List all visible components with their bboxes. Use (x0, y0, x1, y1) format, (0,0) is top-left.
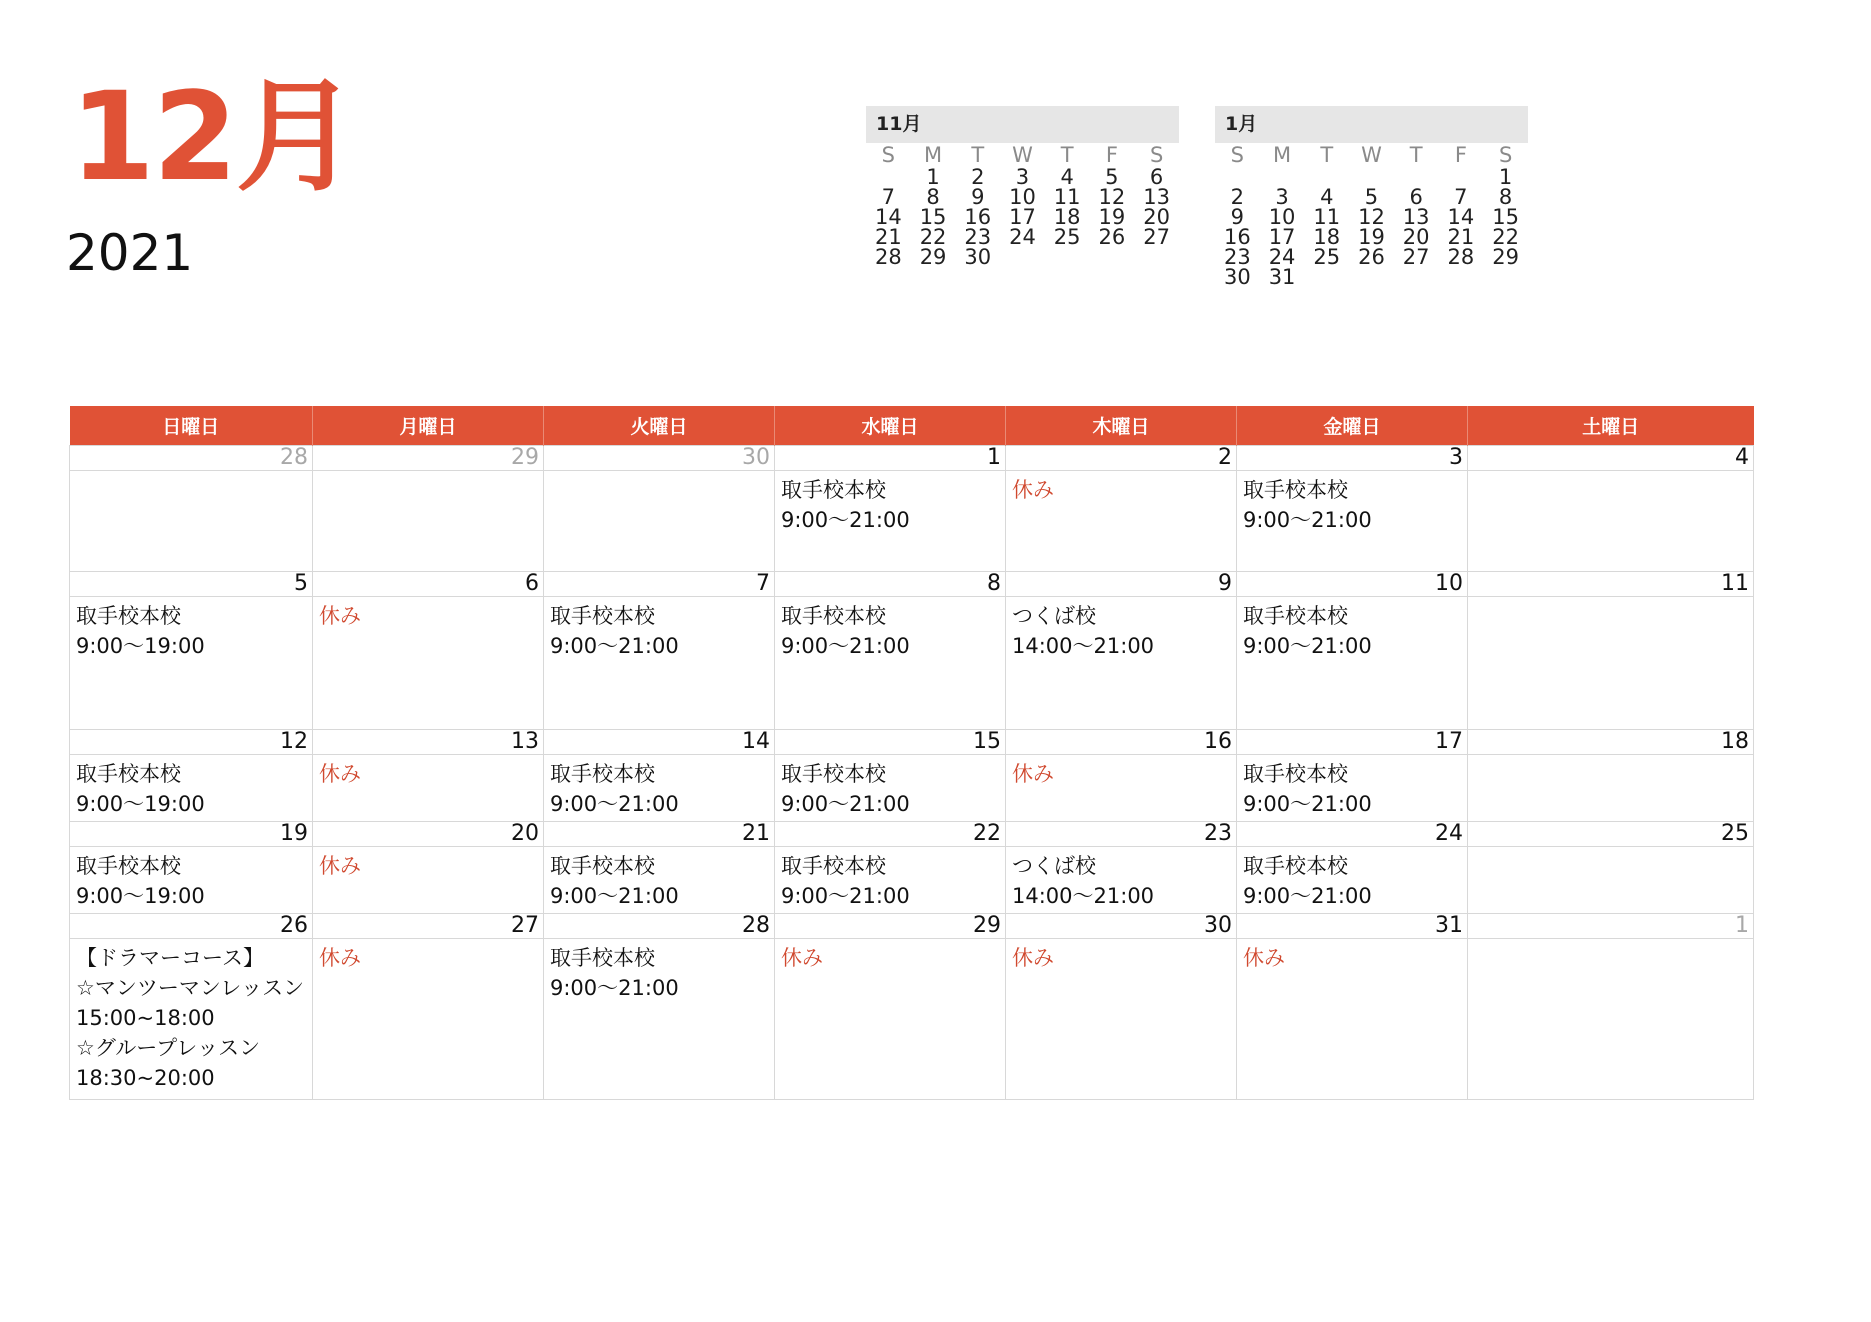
mini-day: 23 (1223, 245, 1251, 269)
mini-weekday-label: S (1230, 143, 1245, 167)
day-number: 29 (775, 914, 1006, 939)
day-number: 18 (1468, 730, 1754, 755)
mini-weekday-label: F (1454, 143, 1467, 167)
week-schedule-row (70, 471, 1754, 572)
day-number: 1 (775, 446, 1006, 471)
schedule-line: 取手校本校 (781, 762, 886, 786)
schedule-line: 9:00〜21:00 (550, 976, 679, 1000)
mini-day: 19 (1358, 225, 1385, 249)
mini-day: 10 (1009, 185, 1036, 209)
day-number: 5 (70, 572, 313, 597)
mini-calendar-title: 1月 (1215, 106, 1528, 143)
mini-day: 12 (1098, 185, 1126, 209)
mini-day: 16 (1223, 225, 1251, 249)
day-cell[interactable] (1006, 847, 1237, 914)
day-number: 25 (1468, 822, 1754, 847)
schedule-line: 取手校本校 (1243, 854, 1348, 878)
schedule-line: 9:00〜21:00 (781, 634, 910, 658)
day-cell[interactable] (313, 939, 544, 1100)
mini-day (1439, 167, 1484, 187)
closed-label: 休み (319, 604, 361, 628)
week-schedule-row (70, 755, 1754, 822)
mini-day: 20 (1402, 225, 1430, 249)
day-cell[interactable] (70, 597, 313, 730)
day-cell[interactable] (313, 755, 544, 822)
mini-day (1439, 267, 1484, 287)
day-cell[interactable] (1468, 755, 1754, 822)
mini-day: 13 (1143, 185, 1170, 209)
mini-day: 8 (926, 185, 940, 209)
day-cell[interactable] (1237, 755, 1468, 822)
mini-weekday-label: T (971, 143, 985, 167)
mini-day (1304, 167, 1349, 187)
mini-day: 3 (1015, 165, 1030, 189)
day-number: 26 (70, 914, 313, 939)
day-number: 2 (1006, 446, 1237, 471)
mini-day (1260, 167, 1305, 187)
weekday-header: 金曜日 (1237, 406, 1468, 446)
mini-weekday-label: W (1012, 143, 1033, 167)
week-schedule-row (70, 597, 1754, 730)
day-cell[interactable] (1006, 597, 1237, 730)
mini-day: 5 (1364, 185, 1379, 209)
day-cell[interactable] (313, 471, 544, 572)
mini-day: 25 (1053, 225, 1081, 249)
day-cell[interactable] (70, 471, 313, 572)
mini-day: 29 (919, 245, 947, 269)
mini-week-row (866, 187, 1179, 207)
closed-label: 休み (319, 946, 361, 970)
mini-day: 20 (1143, 205, 1170, 229)
day-number: 6 (313, 572, 544, 597)
schedule-line: 取手校本校 (76, 762, 181, 786)
closed-label: 休み (319, 762, 361, 786)
mini-day (1304, 267, 1349, 287)
weekday-header: 土曜日 (1468, 406, 1754, 446)
mini-day: 14 (1447, 205, 1475, 229)
day-cell[interactable] (775, 939, 1006, 1100)
mini-day: 19 (1098, 205, 1126, 229)
day-number: 1 (1468, 914, 1754, 939)
day-cell[interactable] (775, 847, 1006, 914)
day-cell[interactable] (1237, 471, 1468, 572)
mini-day: 8 (1498, 185, 1513, 209)
mini-day (1349, 167, 1394, 187)
schedule-line: ☆グループレッスン (76, 1036, 261, 1060)
schedule-line: 取手校本校 (76, 854, 181, 878)
mini-day: 1 (926, 165, 940, 189)
mini-weekday-label: M (923, 143, 943, 167)
schedule-line: 18:30~20:00 (76, 1066, 215, 1090)
schedule-line: 14:00〜21:00 (1012, 634, 1155, 658)
mini-week-row (866, 227, 1179, 247)
mini-day: 31 (1268, 265, 1296, 289)
schedule-line: つくば校 (1012, 604, 1096, 628)
mini-week-row (866, 207, 1179, 227)
mini-day (866, 167, 911, 187)
day-number: 28 (544, 914, 775, 939)
day-number: 31 (1237, 914, 1468, 939)
schedule-line: 取手校本校 (781, 478, 886, 502)
day-number: 23 (1006, 822, 1237, 847)
day-cell[interactable] (1237, 939, 1468, 1100)
weekday-header-row (70, 406, 1754, 446)
mini-day: 4 (1060, 165, 1074, 189)
schedule-line: 取手校本校 (781, 854, 886, 878)
day-cell[interactable] (70, 847, 313, 914)
week-date-row (70, 572, 1754, 597)
schedule-line: 9:00〜19:00 (76, 634, 205, 658)
day-cell[interactable] (1006, 939, 1237, 1100)
mini-day: 30 (964, 245, 992, 269)
mini-day: 25 (1313, 245, 1341, 269)
mini-day (1394, 267, 1439, 287)
mini-weekday-label: F (1105, 143, 1118, 167)
week-schedule-row (70, 847, 1754, 914)
schedule-line: 取手校本校 (550, 762, 655, 786)
mini-day: 15 (1492, 205, 1519, 229)
mini-calendar-grid (1215, 143, 1528, 287)
schedule-line: 9:00〜21:00 (1243, 508, 1372, 532)
mini-day: 21 (1447, 225, 1475, 249)
schedule-line: 9:00〜21:00 (550, 884, 679, 908)
schedule-line: 取手校本校 (550, 854, 655, 878)
mini-day: 22 (919, 225, 947, 249)
mini-week-row (1215, 167, 1528, 187)
schedule-line: 9:00〜19:00 (76, 792, 205, 816)
mini-day: 6 (1409, 185, 1423, 209)
mini-weekday-label: T (1409, 143, 1423, 167)
schedule-line: 【ドラマーコース】 (76, 946, 264, 970)
mini-day: 13 (1402, 205, 1430, 229)
mini-calendar-next-month (1215, 106, 1528, 287)
day-cell[interactable] (1468, 939, 1754, 1100)
day-number: 12 (70, 730, 313, 755)
closed-label: 休み (1012, 478, 1054, 502)
day-number: 30 (544, 446, 775, 471)
mini-day: 26 (1358, 245, 1385, 269)
week-schedule-row (70, 939, 1754, 1100)
day-number: 28 (70, 446, 313, 471)
day-cell[interactable] (1468, 847, 1754, 914)
schedule-line: 取手校本校 (550, 946, 655, 970)
day-number: 27 (313, 914, 544, 939)
mini-week-row (1215, 267, 1528, 287)
schedule-line: 取手校本校 (76, 604, 181, 628)
mini-day: 27 (1402, 245, 1430, 269)
mini-day: 5 (1105, 165, 1119, 189)
mini-week-row (1215, 207, 1528, 227)
day-cell[interactable] (313, 847, 544, 914)
mini-week-row (1215, 247, 1528, 267)
weekday-header: 水曜日 (775, 406, 1006, 446)
mini-calendar-grid (866, 143, 1179, 267)
day-cell[interactable] (1237, 597, 1468, 730)
closed-label: 休み (1243, 946, 1285, 970)
day-number: 10 (1237, 572, 1468, 597)
mini-day (1045, 247, 1090, 267)
mini-day (1349, 267, 1394, 287)
weekday-header: 火曜日 (544, 406, 775, 446)
mini-week-row (866, 247, 1179, 267)
week-date-row (70, 822, 1754, 847)
weekday-header: 木曜日 (1006, 406, 1237, 446)
month-title: 12月 (70, 66, 356, 208)
day-number: 14 (544, 730, 775, 755)
mini-day: 14 (874, 205, 902, 229)
mini-weekday-label: M (1272, 143, 1292, 167)
mini-day: 15 (919, 205, 947, 229)
weekday-header: 月曜日 (313, 406, 544, 446)
mini-day: 12 (1358, 205, 1385, 229)
day-cell[interactable] (544, 755, 775, 822)
mini-day: 7 (881, 185, 896, 209)
closed-label: 休み (319, 854, 361, 878)
mini-day: 17 (1268, 225, 1296, 249)
day-cell[interactable] (1006, 471, 1237, 572)
mini-weekday-label: T (1060, 143, 1074, 167)
month-calendar-grid (69, 406, 1754, 1100)
day-cell[interactable] (544, 471, 775, 572)
mini-day: 18 (1313, 225, 1341, 249)
day-cell[interactable] (1468, 597, 1754, 730)
mini-day: 29 (1492, 245, 1519, 269)
day-cell[interactable] (1006, 755, 1237, 822)
mini-day: 21 (874, 225, 902, 249)
week-date-row (70, 446, 1754, 471)
closed-label: 休み (1012, 946, 1054, 970)
mini-day: 27 (1143, 225, 1170, 249)
day-cell[interactable] (775, 597, 1006, 730)
schedule-line: 15:00~18:00 (76, 1006, 215, 1030)
day-number: 29 (313, 446, 544, 471)
day-cell[interactable] (775, 755, 1006, 822)
schedule-line: 14:00〜21:00 (1012, 884, 1155, 908)
day-number: 15 (775, 730, 1006, 755)
mini-day: 9 (971, 185, 985, 209)
schedule-line: 9:00〜21:00 (1243, 884, 1372, 908)
schedule-line: 9:00〜19:00 (76, 884, 205, 908)
mini-day (1000, 247, 1045, 267)
mini-day: 26 (1098, 225, 1126, 249)
day-number: 9 (1006, 572, 1237, 597)
mini-day (1090, 247, 1135, 267)
mini-day: 17 (1009, 205, 1036, 229)
day-number: 20 (313, 822, 544, 847)
mini-day: 16 (964, 205, 992, 229)
schedule-line: 9:00〜21:00 (1243, 634, 1372, 658)
mini-day: 24 (1268, 245, 1296, 269)
year-title: 2021 (66, 224, 194, 282)
day-cell[interactable] (1237, 847, 1468, 914)
day-cell[interactable] (775, 471, 1006, 572)
mini-day: 11 (1053, 185, 1081, 209)
mini-day (1483, 267, 1528, 287)
mini-day: 7 (1454, 185, 1468, 209)
week-date-row (70, 730, 1754, 755)
closed-label: 休み (781, 946, 823, 970)
day-number: 22 (775, 822, 1006, 847)
schedule-line: 9:00〜21:00 (781, 792, 910, 816)
day-number: 21 (544, 822, 775, 847)
mini-week-row (1215, 227, 1528, 247)
schedule-line: 9:00〜21:00 (1243, 792, 1372, 816)
schedule-line: 取手校本校 (1243, 762, 1348, 786)
mini-day: 10 (1268, 205, 1296, 229)
mini-calendar-previous-month (866, 106, 1179, 267)
mini-day: 28 (874, 245, 902, 269)
mini-day (1134, 247, 1179, 267)
day-cell[interactable] (1468, 471, 1754, 572)
schedule-line: 9:00〜21:00 (550, 634, 679, 658)
mini-weekday-label: T (1320, 143, 1334, 167)
mini-day: 1 (1498, 165, 1513, 189)
mini-day: 22 (1492, 225, 1519, 249)
schedule-line: 9:00〜21:00 (781, 884, 910, 908)
day-number: 24 (1237, 822, 1468, 847)
day-number: 7 (544, 572, 775, 597)
mini-day: 11 (1313, 205, 1341, 229)
day-cell[interactable] (544, 847, 775, 914)
day-cell[interactable] (544, 597, 775, 730)
mini-day: 9 (1230, 205, 1245, 229)
schedule-line: 9:00〜21:00 (550, 792, 679, 816)
day-number: 3 (1237, 446, 1468, 471)
mini-calendar-title: 11月 (866, 106, 1179, 143)
mini-week-row (1215, 187, 1528, 207)
week-date-row (70, 914, 1754, 939)
mini-day: 30 (1223, 265, 1251, 289)
mini-day: 2 (1230, 185, 1245, 209)
mini-day: 24 (1009, 225, 1036, 249)
day-number: 17 (1237, 730, 1468, 755)
day-number: 4 (1468, 446, 1754, 471)
day-cell[interactable] (544, 939, 775, 1100)
mini-day (1215, 167, 1260, 187)
mini-week-row (866, 167, 1179, 187)
day-cell[interactable] (313, 597, 544, 730)
day-cell[interactable] (70, 755, 313, 822)
schedule-line: 9:00〜21:00 (781, 508, 910, 532)
mini-day: 2 (971, 165, 985, 189)
schedule-line: 取手校本校 (1243, 604, 1348, 628)
day-number: 19 (70, 822, 313, 847)
schedule-line: 取手校本校 (781, 604, 886, 628)
schedule-line: ☆マンツーマンレッスン (76, 976, 305, 1000)
day-number: 11 (1468, 572, 1754, 597)
mini-day: 4 (1320, 185, 1334, 209)
mini-day: 18 (1053, 205, 1081, 229)
mini-day: 28 (1447, 245, 1475, 269)
mini-day: 23 (964, 225, 992, 249)
closed-label: 休み (1012, 762, 1054, 786)
mini-day (1394, 167, 1439, 187)
mini-day: 3 (1275, 185, 1289, 209)
day-cell[interactable] (70, 939, 313, 1100)
mini-weekday-label: W (1361, 143, 1382, 167)
day-number: 16 (1006, 730, 1237, 755)
mini-weekday-label: S (1498, 143, 1513, 167)
schedule-line: つくば校 (1012, 854, 1096, 878)
day-number: 8 (775, 572, 1006, 597)
mini-day: 6 (1149, 165, 1164, 189)
mini-weekday-label: S (881, 143, 896, 167)
schedule-line: 取手校本校 (550, 604, 655, 628)
mini-weekday-label: S (1149, 143, 1164, 167)
day-number: 13 (313, 730, 544, 755)
weekday-header: 日曜日 (70, 406, 313, 446)
schedule-line: 取手校本校 (1243, 478, 1348, 502)
day-number: 30 (1006, 914, 1237, 939)
